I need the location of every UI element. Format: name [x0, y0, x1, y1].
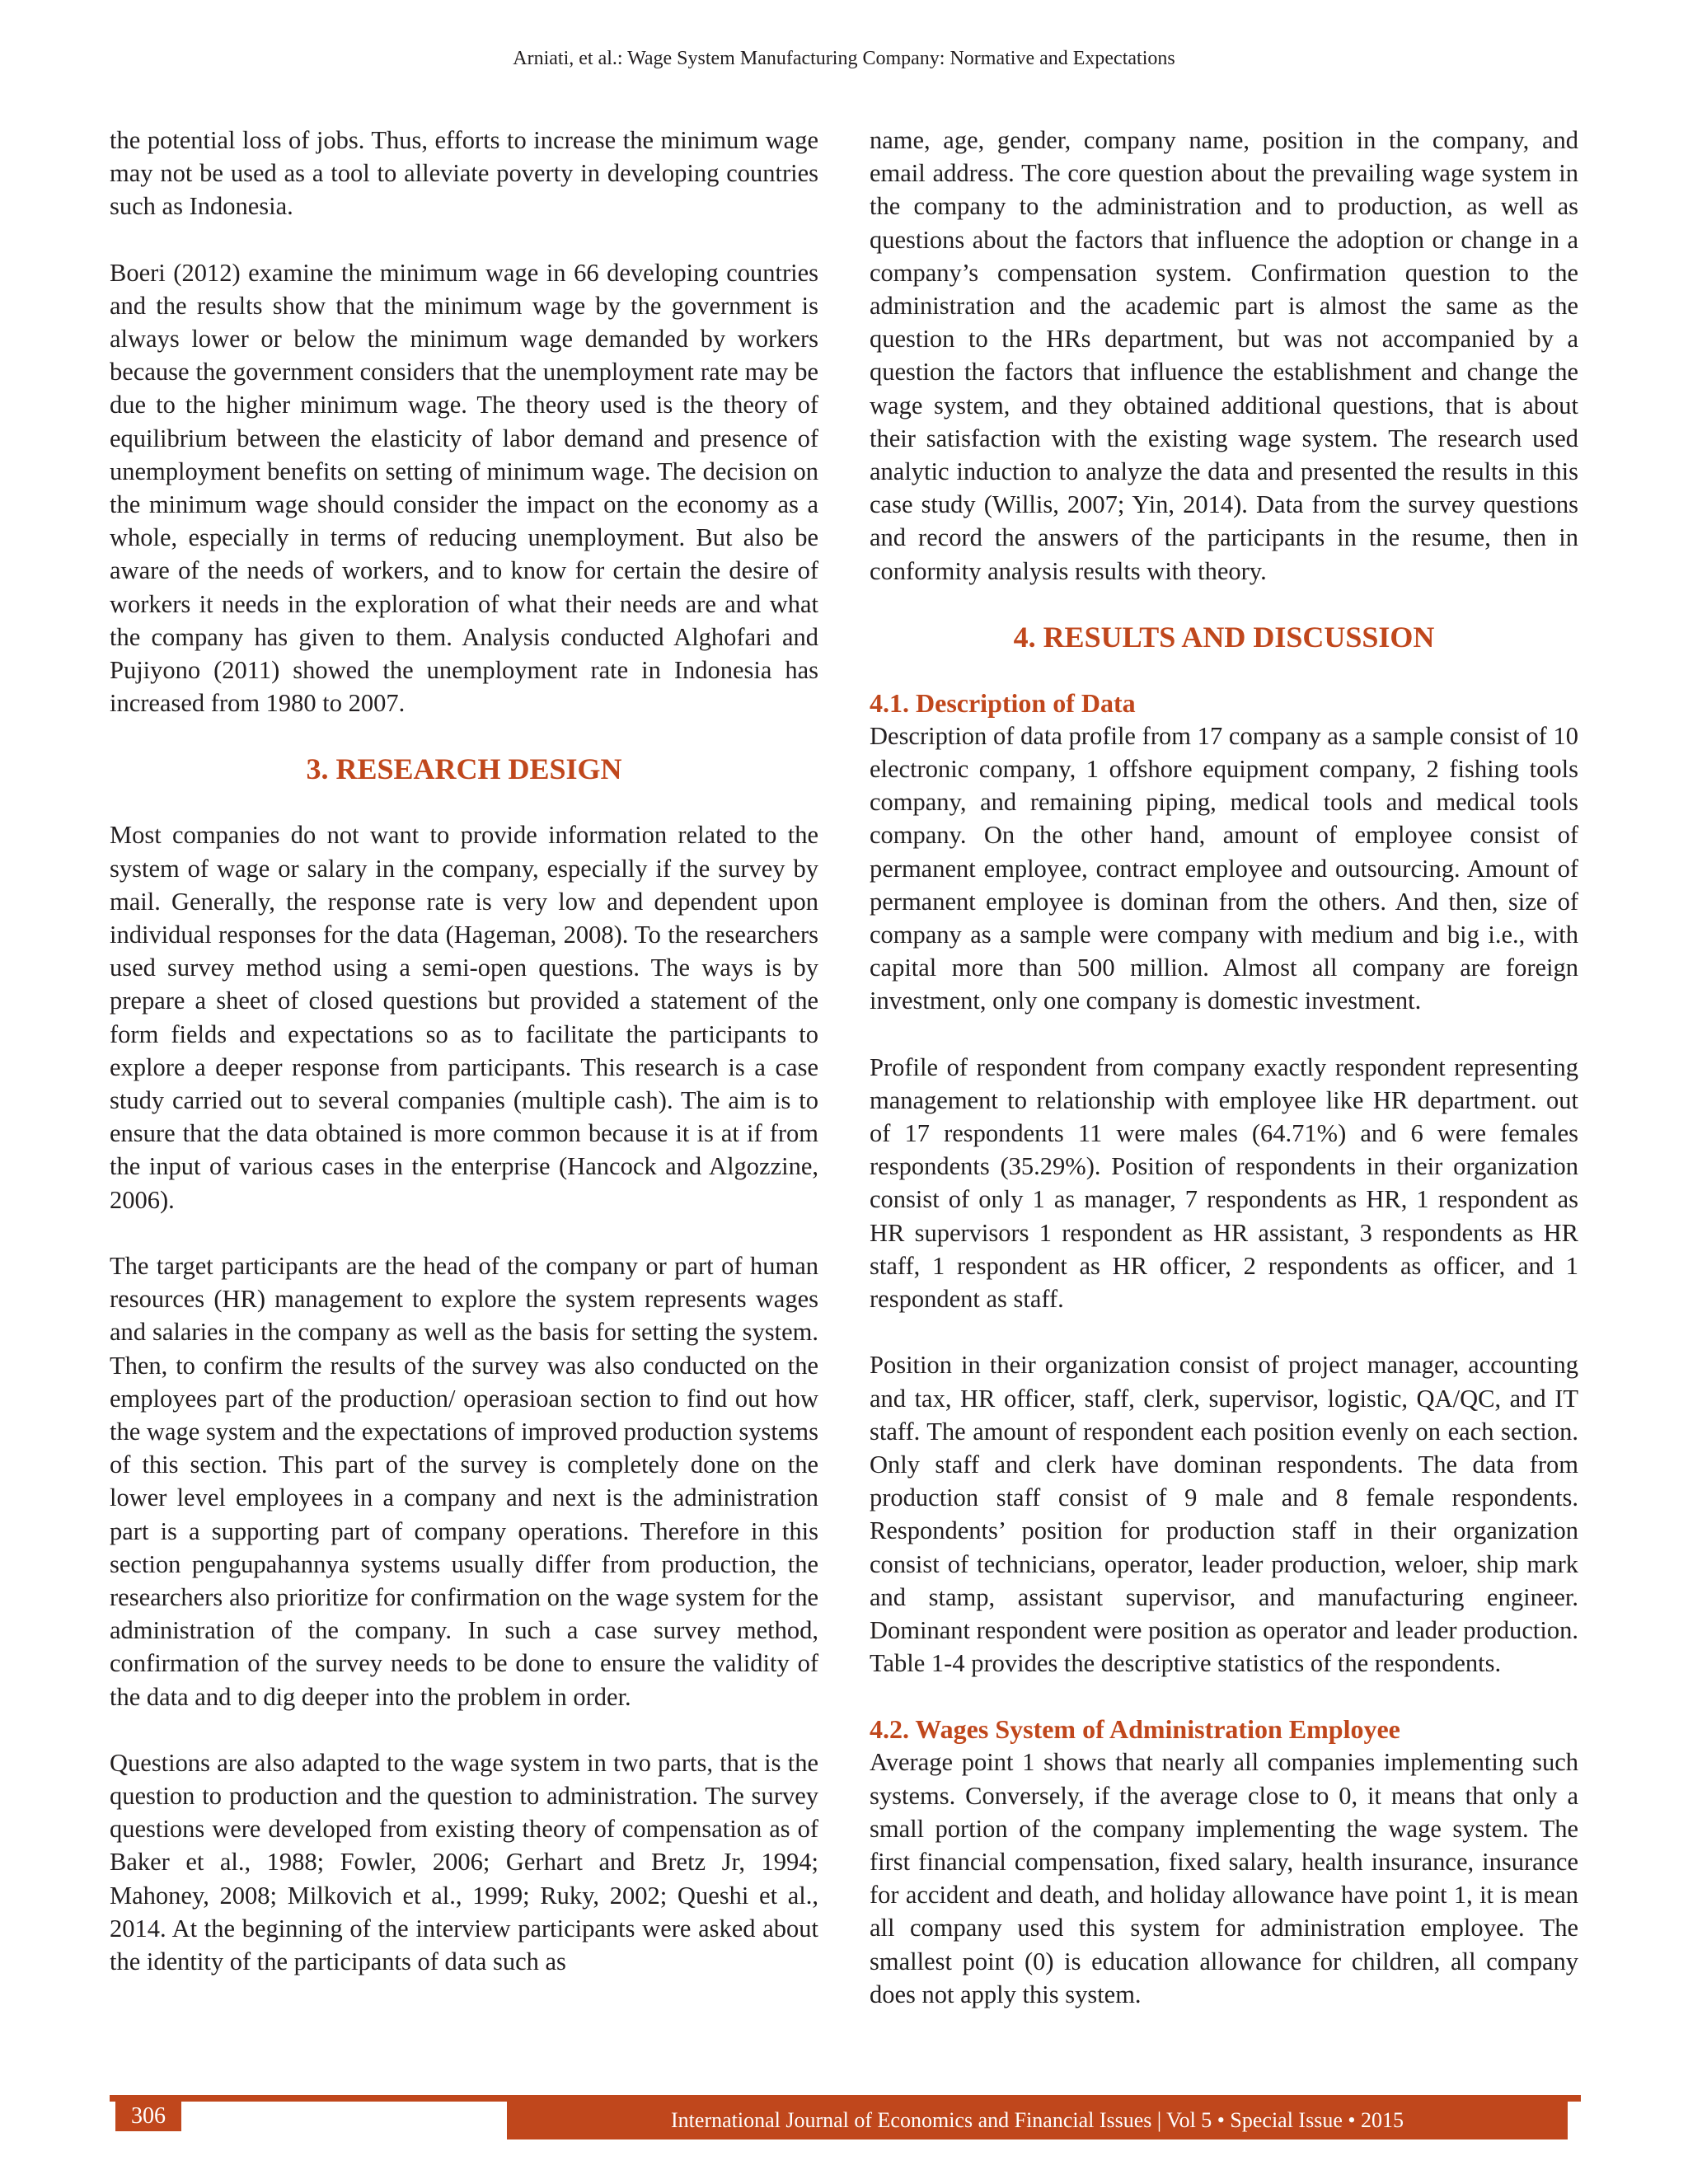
left-paragraph-3: Most companies do not want to provide information related to the system of wage or salary in the company, especially if the survey by mail. Generally, the response rate is very low and dependent upon individual responses for the data (Hageman, 2008). To the researchers used survey method using a semi-open questions. The ways is by prepare a sheet of closed questions but provided a statement of the form fields and expectations so as to facilitate the participants to explore a deeper response from participants. This research is a case study carried out to several companies (multiple cash). The aim is to ensure that the data obtained is more common because it is at if from the input of various cases in the enterprise (Hancock and Algozzine, 2006).: [110, 821, 818, 1214]
section-3-heading: 3. RESEARCH DESIGN: [306, 752, 622, 786]
right-column: [870, 124, 1578, 2011]
right-paragraph-5: Average point 1 shows that nearly all companies implementing such systems. Conversely, if the average close to 0, it means that only a small portion of the company implementing the wage system. The first financial compensation, fixed salary, health insurance, insurance for accident and death, and holiday allowance have point 1, it is mean all company used this system for administration employee. The smallest point (0) is education allowance for children, all company does not apply this system.: [870, 1748, 1578, 2008]
subsection-4-2-heading: 4.2. Wages System of Administration Employee: [870, 1714, 1400, 1745]
journal-footer: International Journal of Economics and Financial Issues | Vol 5 • Special Issue • 2015: [507, 2102, 1568, 2139]
right-paragraph-2: Description of data profile from 17 company as a sample consist of 10 electronic company, 1 offshore equipment company, 2 fishing tools company, and remaining piping, medical tools and medical tools company. On the other hand, amount of employee consist of permanent employee, contract employee and outsourcing. Amount of permanent employee is dominan from the others. And then, size of company as a sample were company with medium and big i.e., with capital more than 500 million. Almost all company are foreign investment, only one company is domestic investment.: [870, 721, 1578, 1015]
subsection-4-1-heading: 4.1. Description of Data: [870, 687, 1136, 718]
right-paragraph-4: Position in their organization consist of project manager, accounting and tax, HR officer, staff, clerk, supervisor, logistic, QA/QC, and IT staff. The amount of respondent each position evenly on each section. Only staff and clerk have dominan respondents. The data from production staff consist of 9 male and 8 female respondents. Respondents’ position for production staff in their organization consist of technicians, operator, leader production, weloer, ship mark and stamp, assistant supervisor, and manufacturing engineer. Dominant respondent were position as operator and leader production. Table 1-4 provides the descriptive statistics of the respondents.: [870, 1351, 1578, 1678]
left-paragraph-5: Questions are also adapted to the wage system in two parts, that is the question to production and the question to administration. The survey questions were developed from existing theory of compensation as of Baker et al., 1988; Fowler, 2006; Gerhart and Bretz Jr, 1994; Mahoney, 2008; Milkovich et al., 1999; Ruky, 2002; Queshi et al., 2014. At the beginning of the interview participants were asked about the identity of the participants of data such as: [110, 1748, 818, 1975]
section-4-heading: 4. RESULTS AND DISCUSSION: [1013, 620, 1435, 654]
right-paragraph-3: Profile of respondent from company exactly respondent representing management to relationship with employee like HR department. out of 17 respondents 11 were males (64.71%) and 6 were females respondents (35.29%). Position of respondents in their organization consist of only 1 as manager, 7 respondents as HR, 1 respondent as HR supervisors 1 respondent as HR assistant, 3 respondents as HR staff, 1 respondent as HR officer, 2 respondents as officer, and 1 respondent as staff.: [870, 1052, 1578, 1314]
footer-rule: [110, 2095, 1581, 2102]
page-number: 306: [115, 2102, 181, 2131]
left-paragraph-1: the potential loss of jobs. Thus, efforts to increase the minimum wage may not be used as a tool to alleviate poverty in developing countries such as Indonesia.: [110, 126, 818, 221]
left-paragraph-2: Boeri (2012) examine the minimum wage in 66 developing countries and the results show that the minimum wage by the government is always lower or below the minimum wage demanded by workers because the government considers that the unemployment rate may be due to the higher minimum wage. The theory used is the theory of equilibrium between the elasticity of labor demand and presence of unemployment benefits on setting of minimum wage. The decision on the minimum wage should consider the impact on the economy as a whole, especially in terms of reducing unemployment. But also be aware of the needs of workers, and to know for certain the desire of workers it needs in the exploration of what their needs are and what the company has given to them. Analysis conducted Alghofari and Pujiyono (2011) showed the unemployment rate in Indonesia has increased from 1980 to 2007.: [110, 258, 818, 718]
left-paragraph-4: The target participants are the head of the company or part of human resources (HR) management to explore the system represents wages and salaries in the company as well as the basis for setting the system. Then, to confirm the results of the survey was also conducted on the employees part of the production/ operasioan section to find out how the wage system and the expectations of improved production systems of this section. This part of the survey is completely done on the lower level employees in a company and next is the administration part is a supporting part of company operations. Therefore in this section pengupahannya systems usually differ from production, the researchers also prioritize for confirmation on the wage system for the administration of the company. In such a case survey method, confirmation of the survey needs to be done to ensure the validity of the data and to dig deeper into the problem in order.: [110, 1251, 818, 1711]
right-paragraph-1: name, age, gender, company name, position in the company, and email address. The core question about the prevailing wage system in the company to the administration and to production, as well as questions about the factors that influence the adoption or change in a company’s compensation system. Confirmation question to the administration and the academic part is almost the same as the question to the HRs department, but was not accompanied by a question the factors that influence the establishment and change the wage system, and they obtained additional questions, that is about their satisfaction with the existing wage system. The research used analytic induction to analyze the data and presented the results in this case study (Willis, 2007; Yin, 2014). Data from the survey questions and record the answers of the participants in the resume, then in conformity analysis results with theory.: [870, 126, 1578, 585]
running-head: Arniati, et al.: Wage System Manufacturing Company: Normative and Expectations: [513, 48, 1175, 69]
left-column: [110, 124, 818, 1978]
